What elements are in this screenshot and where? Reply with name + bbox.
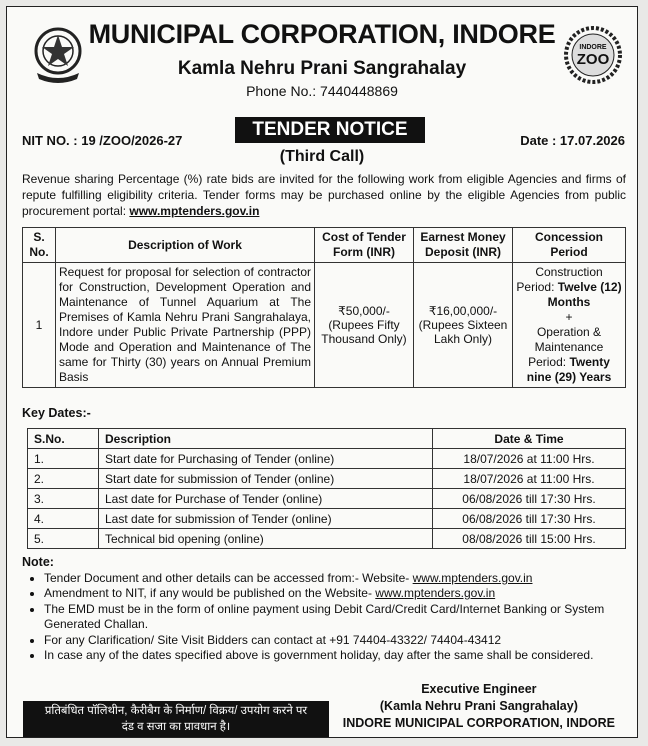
concession-period-cell [513, 263, 626, 388]
header-emd: Earnest Money Deposit (INR) [414, 228, 513, 263]
signatory-designation: Executive Engineer [421, 682, 537, 696]
tender-notice-page [6, 6, 638, 738]
work-sno: 1 [23, 263, 56, 388]
date-description: Last date for submission of Tender (online) [99, 509, 433, 529]
note-item-text: Amendment to NIT, if any would be published on the Website- [44, 586, 376, 600]
tender-cost-cell [315, 263, 414, 388]
table-row [28, 449, 626, 469]
nit-number: NIT NO. : 19 /ZOO/2026-27 [22, 133, 183, 148]
notes-section [22, 555, 628, 664]
date-time: 06/08/2026 till 17:30 Hrs. [433, 489, 626, 509]
table-row [28, 529, 626, 549]
construction-period-value: Twelve (12) Months [547, 280, 622, 309]
tender-notice-heading: TENDER NOTICE [235, 117, 425, 143]
key-dates-label: Key Dates:- [22, 406, 91, 420]
dates-header-description: Description [99, 429, 433, 449]
work-table [22, 227, 626, 388]
signatory-department: (Kamla Nehru Prani Sangrahalay) [379, 699, 578, 713]
date-description: Technical bid opening (online) [99, 529, 433, 549]
header-sno: S. No. [23, 228, 56, 263]
list-item [44, 571, 628, 587]
zoo-logo-main-text: ZOO [576, 51, 610, 68]
hindi-line-1: प्रतिबंधित पॉलिथीन, कैरीबैग के निर्माण/ विक्रय/ उपयोग करने पर [44, 705, 308, 717]
note-item-text: Tender Document and other details can be accessed from:- Website- [44, 570, 413, 585]
tender-cost-words: (Rupees Fifty Thousand Only) [321, 318, 407, 346]
organization-subtitle: Kamla Nehru Prani Sangrahalay [177, 58, 467, 79]
date-time: 08/08/2026 till 15:00 Hrs. [433, 529, 626, 549]
date-sno: 5. [28, 529, 99, 549]
date-sno: 1. [28, 449, 99, 469]
signatory-organization: INDORE MUNICIPAL CORPORATION, INDORE [342, 716, 615, 730]
date-sno: 2. [28, 469, 99, 489]
signature-block [343, 681, 615, 732]
construction-period-label: Construction Period: [516, 265, 603, 294]
key-dates-table [27, 428, 626, 549]
date-description: Start date for Purchasing of Tender (online) [99, 449, 433, 469]
date-sno: 3. [28, 489, 99, 509]
header-cost: Cost of Tender Form (INR) [315, 228, 414, 263]
emd-words: (Rupees Sixteen Lakh Only) [418, 318, 508, 346]
list-item: • For any Clarification/ Site Visit Bidders can contact at +91 74404-43322/ 74404-43412 [44, 633, 628, 649]
dates-header-datetime: Date & Time [433, 429, 626, 449]
zoo-logo-top-text: INDORE [579, 44, 607, 51]
mptenders-link[interactable]: www.mptenders.gov.in [129, 204, 260, 218]
note-title: Note: [22, 555, 54, 569]
period-plus: + [565, 310, 573, 324]
date-sno: 4. [28, 509, 99, 529]
work-description: Request for proposal for selection of contractor for Construction, Development Operation and Maintenance of Tunnel Aquarium at The Premises of Kamla Nehru Prani Sangrahalaya, Indore under Public Private Partnership (PPP) Mode and Operation and Maintenance of The same for Thirty (30) years on Annual Premium Basis [56, 263, 315, 388]
organization-title: MUNICIPAL CORPORATION, INDORE [88, 19, 556, 49]
emd-cell [414, 263, 513, 388]
amendment-website-link[interactable]: www.mptenders.gov.in [375, 586, 496, 600]
list-item: • In case any of the dates specified above is government holiday, day after the same shall be considered. [44, 648, 628, 664]
dates-table-header [28, 429, 626, 449]
operation-period-label: Operation & Maintenance Period: [528, 325, 604, 369]
date-time: 06/08/2026 till 17:30 Hrs. [433, 509, 626, 529]
phone-number: Phone No.: 7440448869 [246, 83, 398, 99]
table-row [28, 469, 626, 489]
header-period: Concession Period [513, 228, 626, 263]
list-item: • The EMD must be in the form of online payment using Debit Card/Credit Card/Internet Banking or System Generated Challan. [44, 602, 628, 633]
tender-cost-amount: ₹50,000/- [338, 304, 390, 318]
table-row [23, 263, 626, 388]
polythene-ban-banner [23, 701, 329, 737]
intro-paragraph [22, 171, 626, 219]
work-table-header [23, 228, 626, 263]
table-row [28, 489, 626, 509]
date-description: Start date for submission of Tender (online) [99, 469, 433, 489]
table-row [28, 509, 626, 529]
emd-amount: ₹16,00,000/- [428, 304, 498, 318]
date-time: 18/07/2026 at 11:00 Hrs. [433, 469, 626, 489]
operation-period-value: Twenty nine (29) Years [526, 355, 612, 384]
tender-website-link[interactable]: www.mptenders.gov.in [412, 570, 533, 585]
call-label: (Third Call) [279, 148, 365, 165]
date-time: 18/07/2026 at 11:00 Hrs. [433, 449, 626, 469]
dates-header-sno: S.No. [28, 429, 99, 449]
notice-date: Date : 17.07.2026 [520, 133, 625, 148]
notes-list [22, 571, 628, 664]
zoo-logo-icon [563, 25, 623, 85]
date-description: Last date for Purchase of Tender (online) [99, 489, 433, 509]
list-item [44, 586, 628, 602]
header-description: Description of Work [56, 228, 315, 263]
intro-text: Revenue sharing Percentage (%) rate bids are invited for the following work from eligible Agencies and firms of repute fulfilling eligibility criteria. Tender forms may be purchased online by the eligible Agencies from public procurement portal: [22, 172, 626, 218]
hindi-line-2: दंड व सजा का प्रावधान है। [121, 721, 231, 733]
